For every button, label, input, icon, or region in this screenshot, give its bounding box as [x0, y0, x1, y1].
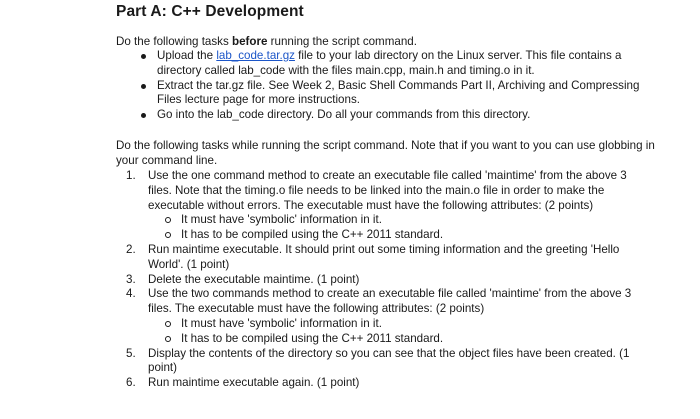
task-item [126, 243, 646, 273]
task-number: 2. [126, 242, 136, 256]
task-item [126, 273, 646, 288]
task-number: 6. [126, 376, 136, 390]
setup-bullet-list [140, 49, 650, 123]
task-text: Run maintime executable again. (1 point) [148, 376, 360, 390]
lab-code-link[interactable]: lab_code.tar.gz [216, 49, 295, 62]
sub-item [165, 317, 646, 332]
task-number: 5. [126, 346, 136, 360]
intro-text-start: Do the following tasks [116, 35, 232, 48]
task-item [126, 376, 646, 391]
go-into-text: Go into the lab_code directory. Do all your commands from this directory. [157, 108, 531, 122]
task-number: 1. [126, 169, 136, 182]
task-number: 4. [126, 287, 136, 301]
sub-item-text: It must have 'symbolic' information in it. [181, 213, 382, 227]
task-item [126, 287, 646, 346]
script-instructions: Do the following tasks while running the script command. Note that if you want to you can use globbing in your command line. [116, 139, 655, 167]
pre-script-instructions [116, 35, 656, 50]
bullet-extract [140, 79, 650, 109]
task-text: Delete the executable maintime. (1 point) [148, 272, 360, 286]
task-item [126, 169, 646, 243]
sub-item-text: It has to be compiled using the C++ 2011 standard. [181, 331, 444, 345]
sub-item-text: It has to be compiled using the C++ 2011 standard. [181, 228, 444, 242]
task-list [126, 169, 646, 391]
task-text: Run maintime executable. It should print out some timing information and the greeting 'Hello World'. (1 point) [148, 242, 620, 271]
task-text: Use the one command method to create an executable file called 'maintime' from the above 3 files. Note that the timing.o file needs to be linked into the main.o file in order to make the executable without errors. The executable must have the following attributes: (2 points) [148, 169, 627, 212]
task-number: 3. [126, 272, 136, 286]
sub-item-text: It must have 'symbolic' information in it. [181, 316, 382, 330]
bullet-go-into [140, 108, 650, 123]
sub-item [165, 228, 646, 243]
intro-text-end: running the script command. [267, 35, 417, 48]
task-sub-list [148, 317, 646, 347]
sub-item [165, 213, 646, 228]
task-text: Display the contents of the directory so you can see that the object files have been created. (1 point) [148, 346, 630, 375]
task-item [126, 347, 646, 377]
task-sub-list [148, 213, 646, 243]
extract-text: Extract the tar.gz file. See Week 2, Basic Shell Commands Part II, Archiving and Compressing Files lecture page for more instructions. [157, 78, 640, 107]
upload-text-end: file to your lab directory on the Linux server. This file contains a directory called lab_code with the files main.cpp, main.h and timing.o in it. [157, 49, 622, 77]
task-text: Use the two commands method to create an executable file called 'maintime' from the above 3 files. The executable must have the following attributes: (2 points) [148, 287, 632, 316]
intro-bold-word: before [232, 35, 268, 48]
sub-item [165, 332, 646, 347]
upload-text-start: Upload the [157, 49, 217, 62]
bullet-upload [140, 49, 650, 79]
section-heading: Part A: C++ Development [116, 3, 304, 20]
